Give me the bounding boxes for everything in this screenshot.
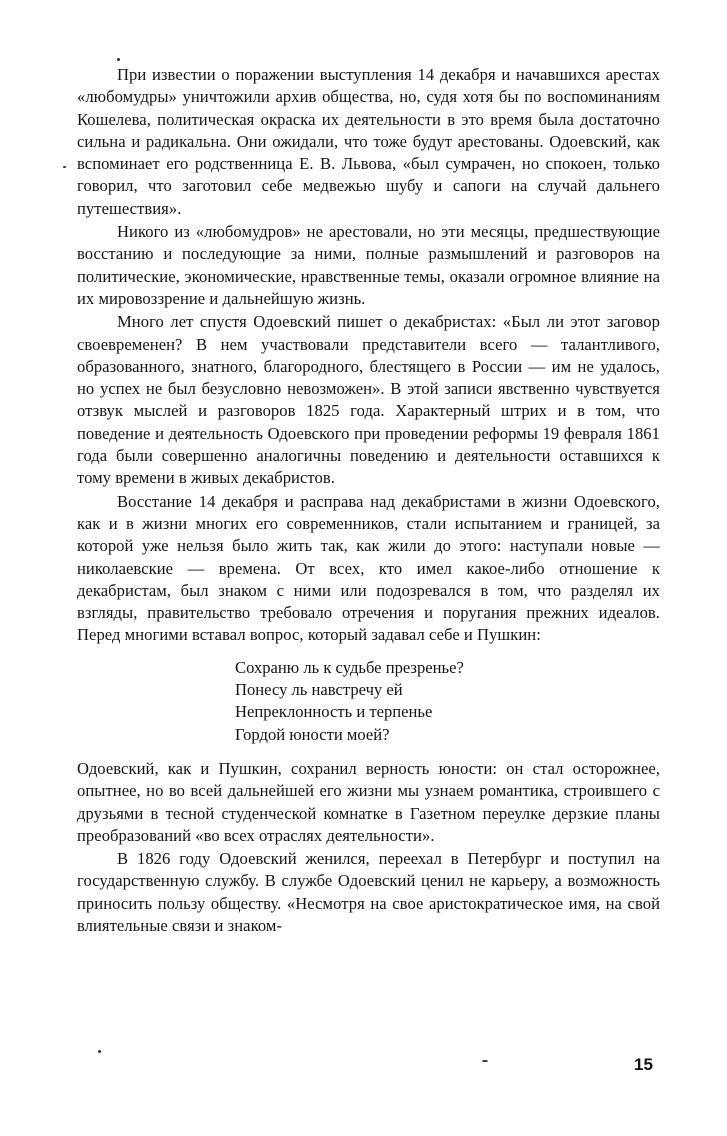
paragraph-lyubomudry: Никого из «любомудров» не арестовали, но эти месяцы, предшествующие восстанию и последующие за ними, полные размышлений и разговоров на политические, экономические, нравственные темы, оказали огромное влияние на их мировоззрение и дальнейшую жизнь. xyxy=(77,222,660,308)
scan-speck xyxy=(482,1060,488,1062)
poem-line: Сохраню ль к судьбе презренье? xyxy=(235,657,464,677)
paragraph-faithful-youth: Одоевский, как и Пушкин, сохранил верность юности: он стал осторожнее, опытнее, но во всей дальнейшей его жизни мы узнаем романтика, строившего с друзьями в тесной студенческой комнатке в Газетном переулке дерзкие планы преобразований «во всех отраслях деятельности». xyxy=(77,758,660,845)
paragraph-decembrists-quote: Много лет спустя Одоевский пишет о декабристах: «Был ли этот заговор своевременен? В нем участвовали представители всего — талантливого, образованного, знатного, благородного, блестящего в России — им не удалось, но успех не был безусловно невозможен». В этой записи явственно чувствуется отзвук мыслей и разговоров 1825 года. Характерный штрих и в том, что поведение и деятельность Одоевского при проведении реформы 19 февраля 1861 года были совершенно аналогичны поведению и деятельности оставшихся к тому времени в живых декабристов. xyxy=(77,312,660,488)
page-number: 15 xyxy=(634,1055,653,1074)
poem-line: Гордой юности моей? xyxy=(235,724,390,744)
scan-speck xyxy=(117,58,120,61)
poem-line: Непреклонность и терпенье xyxy=(235,702,433,722)
paragraph-arrests: При известии о поражении выступления 14 декабря и начавшихся арестах «любомудры» уничтожили архив общества, но, судя хотя бы по воспоминаниям Кошелева, политическая окраска их деятельности в это время была достаточно сильна и радикальна. Они ожидали, что тоже будут арестованы. Одоевский, как вспоминает его родственница Е. В. Львова, «был сумрачен, но спокоен, только говорил, что заготовил себе медвежью шубу и сапоги на случай дальнего путешествия». xyxy=(77,65,660,218)
page-body xyxy=(77,64,660,937)
paragraph-1826: В 1826 году Одоевский женился, переехал в Петербург и поступил на государственную службу. В службе Одоевский ценил не карьеру, а возможность приносить пользу обществу. «Несмотря на свое аристократическое имя, на свой влиятельные связи и знаком- xyxy=(77,849,660,935)
pushkin-poem xyxy=(235,657,660,746)
paragraph-uprising: Восстание 14 декабря и расправа над декабристами в жизни Одоевского, как и в жизни многих его современников, стали испытанием и границей, за которой уже нельзя было жить так, как жили до этого: наступали новые — николаевские — времена. От всех, кто имел какое-либо отношение к декабристам, был знаком с ними или подозревался в том, что разделял их взгляды, правительство требовало отречения и поругания прежних идеалов. Перед многими вставал вопрос, который задавал себе и Пушкин: xyxy=(77,491,660,645)
scan-speck xyxy=(63,166,66,168)
poem-line: Понесу ль навстречу ей xyxy=(235,680,403,700)
scan-speck xyxy=(98,1050,101,1053)
